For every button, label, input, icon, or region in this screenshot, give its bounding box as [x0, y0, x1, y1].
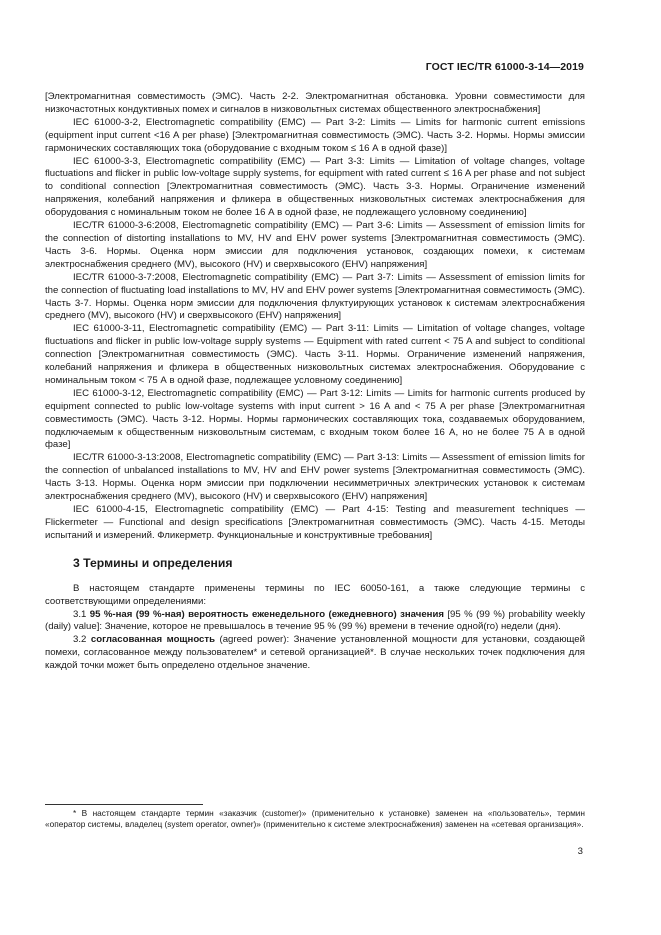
reference-entry: IEC 61000-3-3, Electromagnetic compatibility (EMC) — Part 3-3: Limits — Limitation of voltage changes, voltage fluctuations and flicker in public low-voltage supply systems, for equipment with rated current ≤ 16 A per phase and not subject to conditional connection [Электромагнитная совместимость (ЭМС). Часть 3-3. Нормы. Ограничение изменений напряжения, колебаний напряжения и фликера в общественных низковольтных системах электроснабжения для оборудования с номинальным током не более 16 А в одной фазе, не подлежащего условному соединению] [45, 155, 585, 219]
section-intro: В настоящем стандарте применены термины по IEC 60050-161, а также следующие термины с соответствующими определениями: [45, 582, 585, 607]
reference-entry: IEC 61000-3-2, Electromagnetic compatibility (EMC) — Part 3-2: Limits — Limits for harmonic current emissions (equipment input current <16 A per phase) [Электромагнитная совместимость (ЭМС). Часть 3-2. Нормы. Нормы эмиссии гармонических составляющих тока (оборудование с входным током ≤ 16 А в одной фазе)] [45, 116, 585, 154]
footnote-divider [45, 804, 203, 805]
page-number: 3 [577, 846, 583, 857]
reference-entry: IEC/TR 61000-3-13:2008, Electromagnetic compatibility (EMC) — Part 3-13: Limits — Assessment of emission limits for the connection of unbalanced installations to MV, HV and EHV power systems [Электромагнитная совместимость (ЭМС). Часть 3-13. Нормы. Оценка норм эмиссии при подключении несимметричных электрических установок к системам электроснабжения среднего (MV), высокого (HV) и сверхвысокого (EHV) напряжения] [45, 452, 585, 503]
document-body [45, 91, 585, 673]
term-number: 3.2 [73, 634, 87, 646]
reference-entry: IEC 61000-3-11, Electromagnetic compatibility (EMC) — Part 3-11: Limits — Limitation of voltage changes, voltage fluctuations and flicker in public low-voltage supply systems — Equipment with rated current < 75 A and subject to conditional connection [Электромагнитная совместимость (ЭМС). Часть 3-11. Нормы. Ограничение изменений напряжения, колебаний напряжения и фликера в общественных низковольтных системах электроснабжения. Оборудование с номинальным током < 75 А в одной фазе, подлежащее условному соединению] [45, 323, 585, 386]
term-name: согласованная мощность [90, 634, 215, 646]
term-text: (agreed power): Значение установленной мощности для установки, создающей помехи, согласованное между пользователем* и сетевой организацией*. В случае нескольких точек подключения для каждой точки может быть определено отдельное значение. [45, 634, 586, 672]
section-title: 3 Термины и определения [73, 555, 233, 570]
reference-entry: IEC 61000-3-12, Electromagnetic compatibility (EMC) — Part 3-12: Limits — Limits for harmonic currents produced by equipment connected to public low-voltage systems with input current > 16 A and < 75 A per phase [Электромагнитная совместимость (ЭМС). Часть 3-12. Нормы. Нормы гармонических составляющих тока, создаваемых оборудованием, подключаемым к общественным низковольтным системам, с входным током более 16 А, но не более 75 А в одной фазе] [45, 387, 585, 451]
reference-entry: [Электромагнитная совместимость (ЭМС). Часть 2-2. Электромагнитная обстановка. Уровни совместимости для низкочастотных кондуктивных помех и сигналов в низковольтных системах общественного электроснабжения] [45, 91, 585, 115]
term-name: 95 %-ная (99 %-ная) вероятность еженедельного (ежедневного) значения [89, 608, 444, 620]
term-number: 3.1 [73, 608, 87, 620]
reference-entry: IEC/TR 61000-3-6:2008, Electromagnetic compatibility (EMC) — Part 3-6: Limits — Assessment of emission limits for the connection of distorting installations to MV, HV and EHV power systems [Электромагнитная совместимость (ЭМС). Часть 3-6. Нормы. Оценка норм эмиссии для подключения установок, создающих помехи, к системам электроснабжения среднего (MV), высокого (HV) и сверхвысокого (EHV) напряжения] [45, 220, 585, 270]
footnote: * В настоящем стандарте термин «заказчик (customer)» (применительно к установке) заменен на «пользователь», термин «оператор системы, владелец (system operator, owner)» (применительно к системе электроснабжения) заменен на «сетевая организация». [45, 808, 585, 830]
page-header: ГОСТ IEC/TR 61000-3-14—2019 [425, 61, 584, 73]
term-definition-2 [45, 634, 585, 673]
reference-entry: IEC 61000-4-15, Electromagnetic compatibility (EMC) — Part 4-15: Testing and measurement techniques — Flickermeter — Functional and design specifications [Электромагнитная совместимость (ЭМС). Часть 4-15. Методы испытаний и измерений. Фликерметр. Функциональные и конструктивные требования] [45, 504, 585, 541]
term-text: [95 % (99 %) probability weekly (daily) value]: Значение, которое не превышалось в течение 95 % (99 %) времени в течение одной(го) недели (дня). [45, 608, 586, 633]
term-definition-1 [45, 609, 585, 635]
reference-entry: IEC/TR 61000-3-7:2008, Electromagnetic compatibility (EMC) — Part 3-7: Limits — Assessment of emission limits for the connection of fluctuating load installations to MV, HV and EHV power systems [Электромагнитная совместимость (ЭМС). Часть 3-7. Нормы. Оценка норм эмиссии для подключения флуктуирующих установок к системам электроснабжения среднего (MV), высокого (HV) и сверхвысокого (EHV) напряжения] [45, 271, 585, 322]
